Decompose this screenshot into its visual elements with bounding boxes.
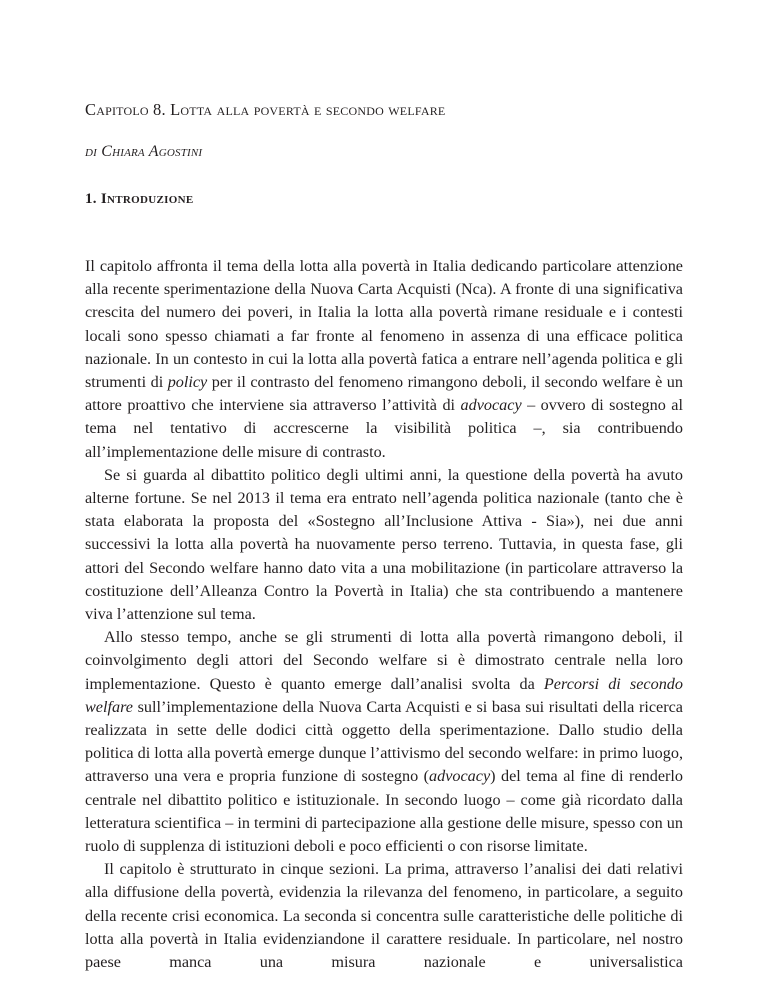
chapter-author: di Chiara Agostini [85,143,203,160]
body-text [85,255,683,974]
section-heading: 1. Introduzione [85,191,194,207]
italic-term: policy [167,373,208,392]
italic-term: Percorsi di secondo welfare [85,674,683,716]
italic-term: advocacy [460,396,522,415]
italic-term: advocacy [429,767,491,786]
paragraph-2: Se si guarda al dibattito politico degli ultimi anni, la questione della povertà ha avuto alterne fortune. Se nel 2013 il tema era entrato nell’agenda politica nazionale (tanto che è stata elaborata la proposta del «Sostegno all’Inclusione Attiva - Sia»), nei due anni successivi la lotta alla povertà ha nuovamente perso terreno. Tuttavia, in questa fase, gli attori del Secondo welfare hanno dato vita a una mobilitazione (in particolare attraverso la costituzione dell’Alleanza Contro la Povertà in Italia) che sta contribuendo a mantenere viva l’attenzione sul tema. [85,465,683,624]
paragraph-1: Il capitolo affronta il tema della lotta alla povertà in Italia dedicando particolare attenzione alla recente sperimentazione della Nuova Carta Acquisti (Nca). A fronte di una significativa crescita del numero dei poveri, in Italia la lotta alla povertà rimane residuale e i contesti locali sono spesso chiamati a far fronte al fenomeno in assenza di una efficace politica nazionale. In un contesto in cui la lotta alla povertà fatica a entrare nell’agenda politica e gli strumenti di policy per il contrasto del fenomeno rimangono deboli, il secondo welfare è un attore proattivo che interviene sia attraverso l’attività di advocacy – ovvero di sostegno al tema nel tentativo di accrescerne la visibilità politica –, sia contribuendo all’implementazione delle misure di contrasto. [85,257,683,461]
paragraph-3: Allo stesso tempo, anche se gli strumenti di lotta alla povertà rimangono deboli, il coinvolgimento degli attori del Secondo welfare si è dimostrato centrale nella loro implementazione. Questo è quanto emerge dall’analisi svolta da Percorsi di secondo welfare sull’implementazione della Nuova Carta Acquisti e si basa sui risultati della ricerca realizzata in sette delle dodici città oggetto della sperimentazione. Dallo studio della politica di lotta alla povertà emerge dunque l’attivismo del secondo welfare: in primo luogo, attraverso una vera e propria funzione di sostegno (advocacy) del tema al fine di renderlo centrale nel dibattito politico e istituzionale. In secondo luogo – come già ricordato dalla letteratura scientifica – in termini di partecipazione alla gestione delle misure, spesso con un ruolo di supplenza di istituzioni deboli e poco efficienti o con risorse limitate. [85,628,683,856]
chapter-title: Capitolo 8. Lotta alla povertà e secondo welfare [85,100,446,119]
paragraph-4: Il capitolo è strutturato in cinque sezioni. La prima, attraverso l’analisi dei dati relativi alla diffusione della povertà, evidenzia la rilevanza del fenomeno, in particolare, a seguito della recente crisi economica. La seconda si concentra sulle caratteristiche delle politiche di lotta alla povertà in Italia evidenziandone il carattere residuale. In particolare, nel nostro paese manca una misura nazionale e universalistica [85,860,683,972]
